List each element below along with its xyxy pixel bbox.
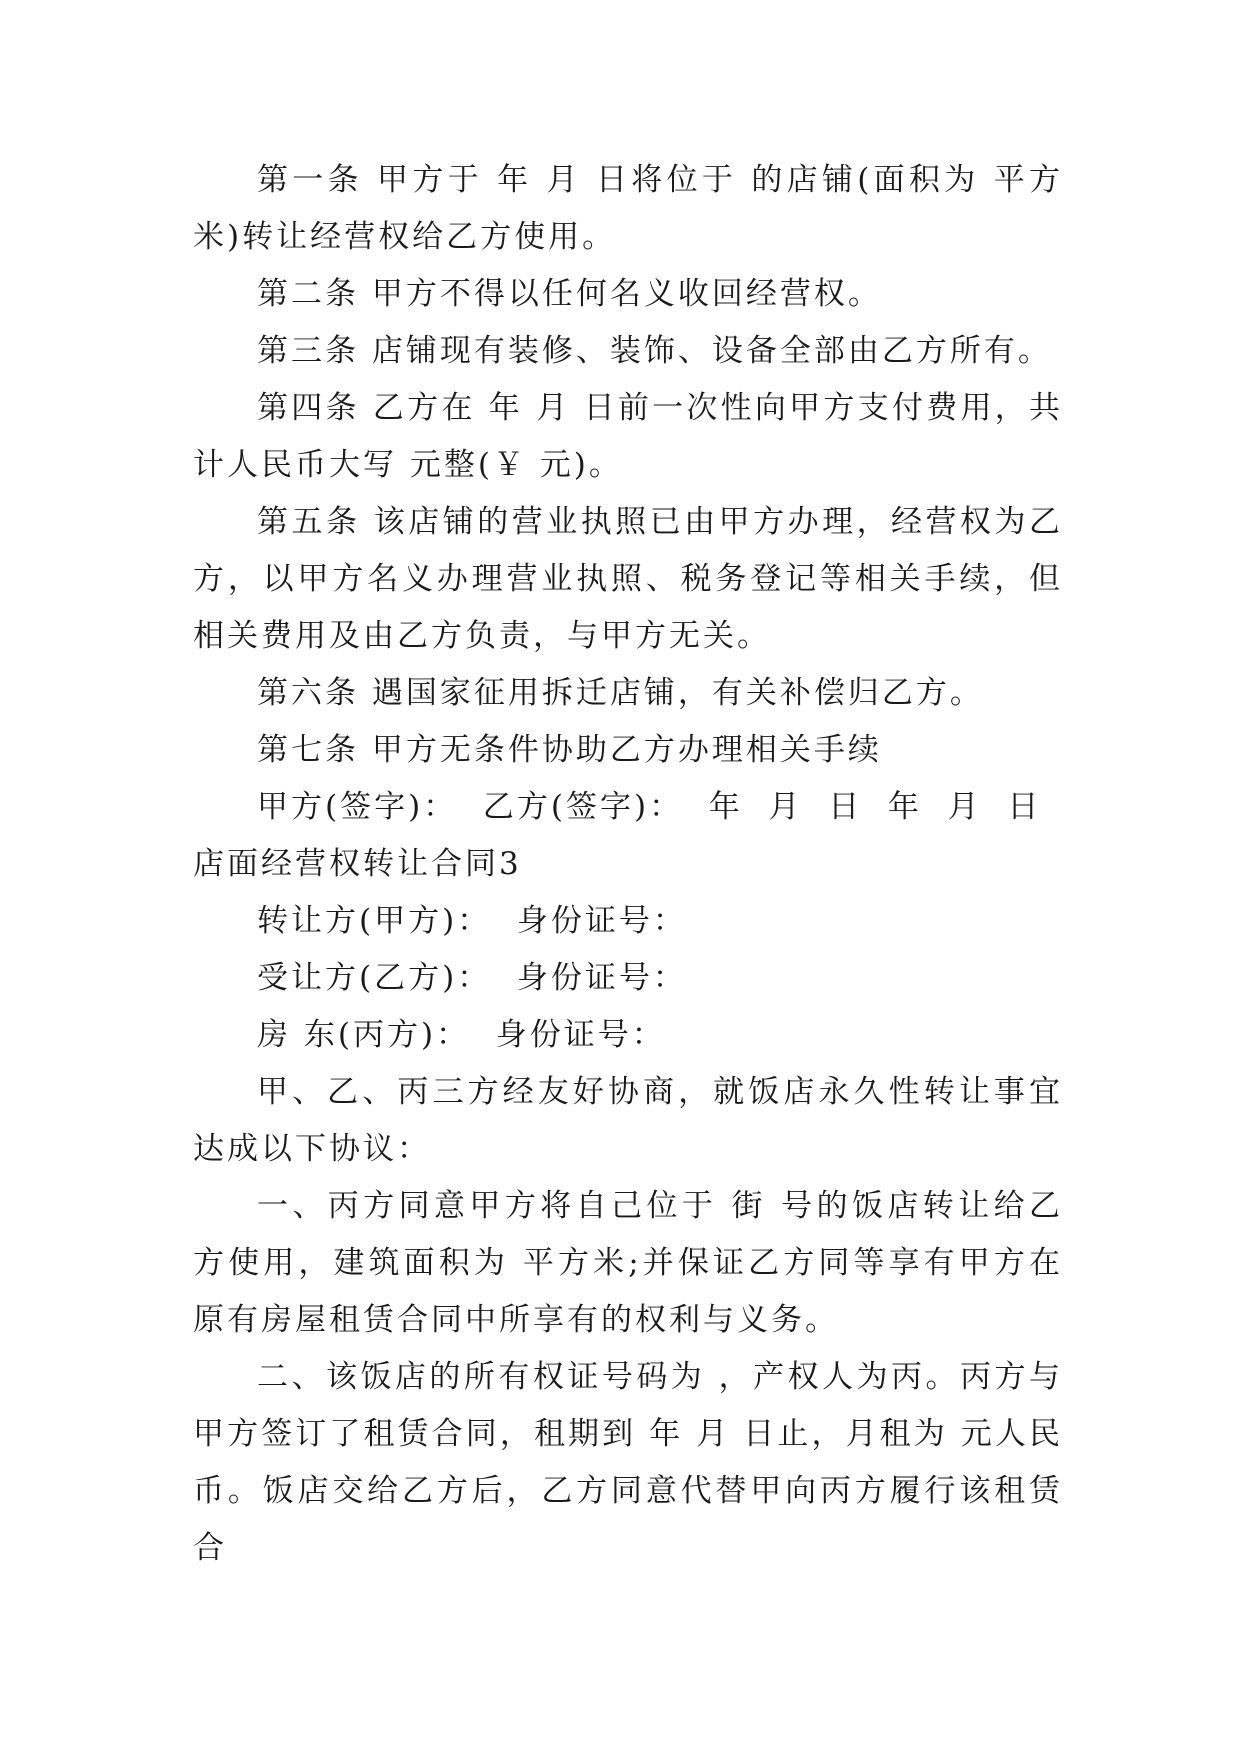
document-body (193, 152, 1063, 1577)
article-4: 第四条 乙方在 年 月 日前一次性向甲方支付费用，共计人民币大写 元整(￥ 元)。 (193, 390, 1063, 483)
article-2: 第二条 甲方不得以任何名义收回经营权。 (257, 276, 882, 312)
transferor-line: 转让方(甲方)： 身份证号： (257, 903, 687, 939)
transferee-line: 受让方(乙方)： 身份证号： (257, 960, 687, 996)
landlord-line: 房 东(丙方)： 身份证号： (257, 1017, 666, 1053)
article-1: 第一条 甲方于 年 月 日将位于 的店铺(面积为 平方米)转让经营权给乙方使用。 (193, 162, 1063, 255)
preamble: 甲、乙、丙三方经友好协商，就饭店永久性转让事宜达成以下协议： (193, 1074, 1063, 1167)
article-6: 第六条 遇国家征用拆迁店铺，有关补偿归乙方。 (257, 675, 984, 711)
contract-title: 店面经营权转让合同3 (193, 846, 522, 882)
article-5: 第五条 该店铺的营业执照已由甲方办理，经营权为乙方，以甲方名义办理营业执照、税务登记等相关手续，但相关费用及由乙方负责，与甲方无关。 (193, 504, 1063, 654)
clause-1: 一、丙方同意甲方将自己位于 街 号的饭店转让给乙方使用，建筑面积为 平方米;并保证乙方同等享有甲方在原有房屋租赁合同中所享有的权利与义务。 (193, 1188, 1063, 1338)
clause-2: 二、该饭店的所有权证号码为 ，产权人为丙。丙方与甲方签订了租赁合同，租期到 年 月 日止，月租为 元人民币。饭店交给乙方后，乙方同意代替甲向丙方履行该租赁合 (193, 1359, 1063, 1566)
article-7: 第七条 甲方无条件协助乙方办理相关手续 (257, 732, 882, 768)
article-3: 第三条 店铺现有装修、装饰、设备全部由乙方所有。 (257, 333, 1052, 369)
signature-line: 甲方(签字)： 乙方(签字)： 年 月 日 年 月 日 (257, 789, 1042, 825)
